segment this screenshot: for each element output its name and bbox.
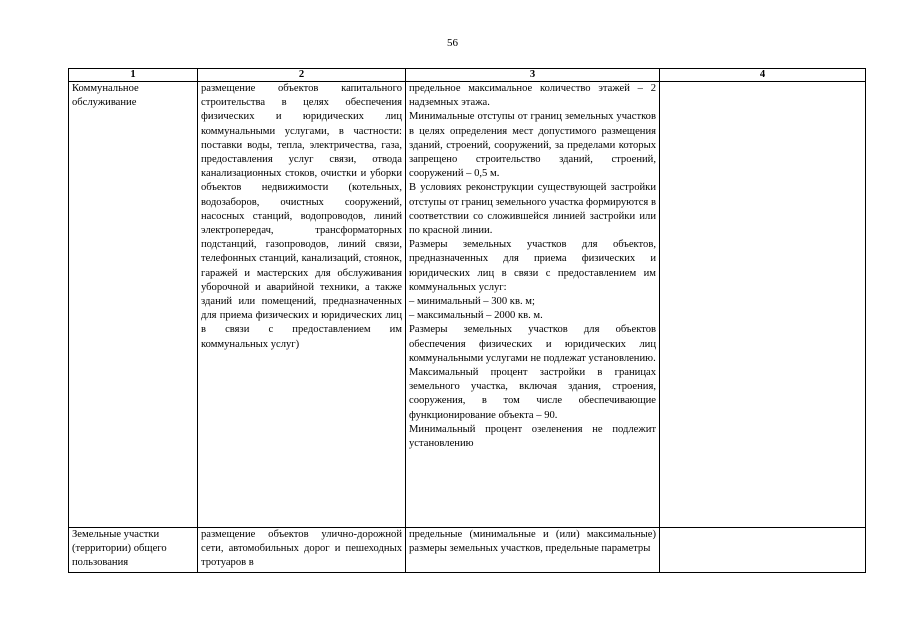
column-header-1: 1 — [69, 69, 198, 82]
parameter-paragraph: Размеры земельных участков для объектов обеспечения физических и юридических лиц коммунальными услугами не подлежат установлению. — [409, 324, 656, 364]
column-header-2: 2 — [198, 69, 406, 82]
parameter-paragraph: Минимальные отступы от границ земельных участков в целях определения мест допустимого размещения зданий, строений, сооружений, за пределами которых запрещено строительство зданий, строений, сооружений – 0,5 м. — [409, 111, 656, 180]
use-description: размещение объектов капитального строительства в целях обеспечения физических и юридических лиц коммунальными услугами, в частности: поставки воды, тепла, электричества, газа, предоставления услуг связи, отвода канализационных стоков, очистки и уборки объектов недвижимости (котельных, водозаборов, очистных сооружений, насосных станций, водопроводов, линий электропередач, трансформаторных подстанций, газопроводов, линий связи, телефонных станций, канализаций, стоянок, гаражей и мастерских для обслуживания уборочной и аварийной техники, а также зданий или помещений, предназначенных для приема физических и юридических лиц в связи с предоставлением им коммунальных услуг) — [201, 83, 402, 350]
page-number: 56 — [447, 37, 458, 49]
notes-cell — [660, 528, 866, 573]
parameter-paragraph: Максимальный процент застройки в границах земельного участка, включая здания, строения, сооружения, в том числе обеспечивающие функционирование объекта – 90. — [409, 367, 656, 421]
parameter-list-item: – максимальный – 2000 кв. м. — [409, 310, 543, 322]
table-row — [69, 82, 866, 528]
table-row — [69, 528, 866, 573]
parameters-cell — [406, 82, 660, 528]
use-type-name: Земельные участки (территории) общего пользования — [72, 529, 167, 569]
use-description-cell — [198, 82, 406, 528]
notes-cell — [660, 82, 866, 528]
use-type-cell — [69, 528, 198, 573]
table-header-row — [69, 69, 866, 82]
parameter-list-item: – минимальный – 300 кв. м; — [409, 296, 535, 308]
use-description-cell — [198, 528, 406, 573]
use-type-name: Коммунальное обслуживание — [72, 83, 139, 109]
parameters-cell — [406, 528, 660, 573]
parameter-paragraph: Размеры земельных участков для объектов, предназначенных для приема физических и юридических лиц в связи с предоставлением им коммунальных услуг: — [409, 239, 656, 293]
use-description: размещение объектов улично-дорожной сети, автомобильных дорог и пешеходных тротуаров в — [201, 529, 402, 569]
parameter-paragraph: предельное максимальное количество этажей – 2 надземных этажа. — [409, 83, 656, 109]
parameter-paragraph: В условиях реконструкции существующей застройки отступы от границ земельного участка формируются в соответствии со сложившейся линией застройки или по красной линии. — [409, 182, 656, 237]
parameter-paragraph: предельные (минимальные и (или) максимальные) размеры земельных участков, предельные параметры — [409, 529, 656, 555]
use-type-cell — [69, 82, 198, 528]
zoning-table — [68, 68, 866, 573]
column-header-4: 4 — [660, 69, 866, 82]
parameter-paragraph: Минимальный процент озеленения не подлежит установлению — [409, 423, 656, 450]
column-header-3: 3 — [406, 69, 660, 82]
